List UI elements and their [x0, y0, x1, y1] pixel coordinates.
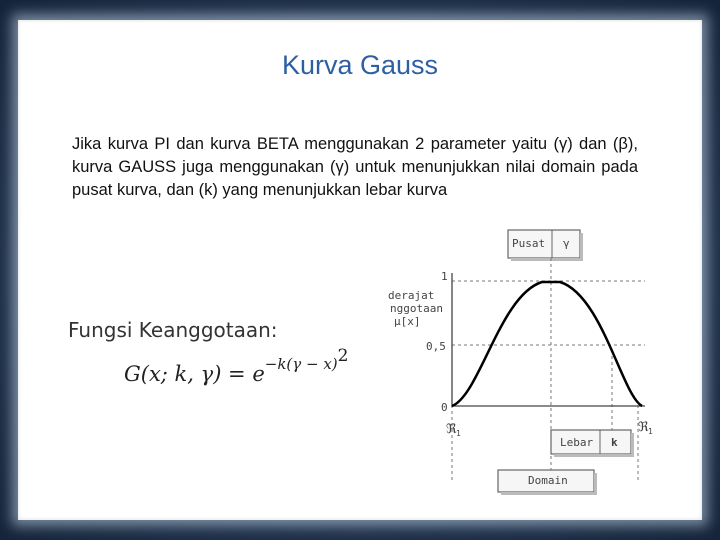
- domain-label: Domain: [528, 474, 568, 487]
- r1-label: ℜ: [446, 422, 457, 437]
- tick-zero: 0: [441, 401, 448, 414]
- lebar-symbol: k: [611, 436, 618, 449]
- slide-body-text: Jika kurva PI dan kurva BETA menggunakan 2 parameter yaitu (γ) dan (β), kurva GAUSS juga menggunakan (γ) untuk menunjukkan nilai domain pada pusat kurva, dan (k) yang menunjukkan lebar kurva: [72, 135, 638, 199]
- formula-power: 2: [337, 346, 349, 366]
- gauss-formula: [124, 346, 349, 386]
- r2-sub: 1: [648, 427, 653, 436]
- slide-title: Kurva Gauss: [281, 50, 439, 80]
- pusat-symbol: γ: [563, 237, 570, 250]
- membership-function-label: Fungsi Keanggotaan:: [68, 318, 278, 342]
- gauss-curve: [452, 282, 642, 406]
- lebar-label: Lebar: [560, 436, 594, 449]
- formula-exponent: −k(γ − x): [264, 355, 338, 373]
- r2-label: ℜ: [638, 420, 649, 435]
- r1-sub: 1: [456, 429, 461, 438]
- y-label-line2: nggotaan: [390, 302, 443, 315]
- formula-lhs: G(x; k, γ) = e: [124, 362, 265, 386]
- y-label-line3: μ[x]: [394, 315, 421, 328]
- pusat-label: Pusat: [512, 237, 546, 250]
- y-label-line1: derajat: [388, 289, 435, 302]
- gauss-curve-diagram: [380, 225, 670, 500]
- tick-one: 1: [441, 270, 448, 283]
- tick-half: 0,5: [426, 340, 446, 353]
